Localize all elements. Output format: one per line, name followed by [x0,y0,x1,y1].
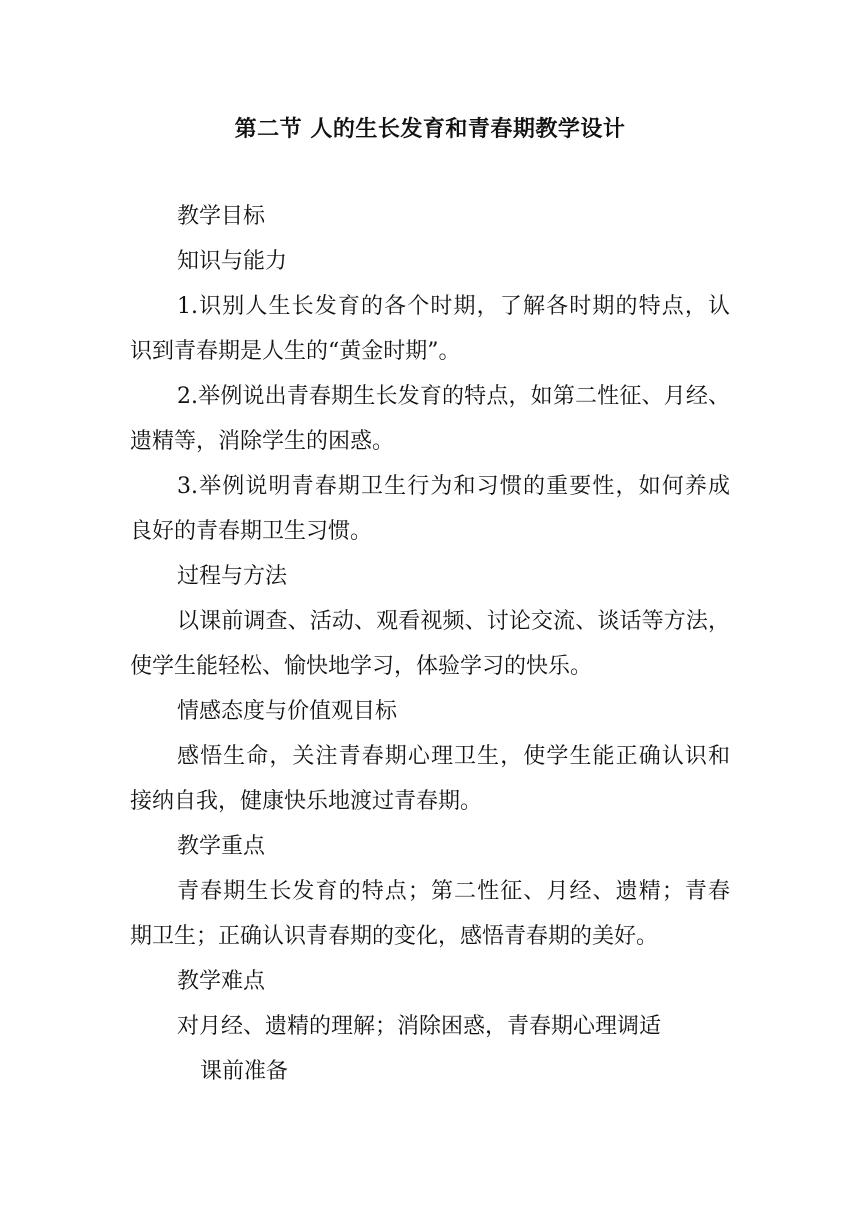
paragraph-line: 对月经、遗精的理解；消除困惑，青春期心理调适 [177,1014,662,1039]
paragraph-line: 1.识别人生长发育的各个时期，了解各时期的特点，认 [177,294,730,319]
paragraph-line: 2.举例说出青春期生长发育的特点，如第二性征、月经、 [177,384,730,409]
paragraph-line: 以课前调查、活动、观看视频、讨论交流、谈话等方法， [177,609,730,634]
document-title: 第二节 人的生长发育和青春期教学设计 [234,116,626,142]
paragraph-line: 识到青春期是人生的“黄金时期”。 [130,339,461,364]
heading-process-method: 过程与方法 [177,564,288,589]
paragraph-line: 期卫生；正确认识青春期的变化，感悟青春期的美好。 [130,924,659,949]
heading-knowledge-ability: 知识与能力 [177,249,288,274]
paragraph-line: 接纳自我，健康快乐地渡过青春期。 [130,789,483,814]
heading-difficulties: 教学难点 [177,969,266,994]
paragraph-line: 青春期生长发育的特点；第二性征、月经、遗精；青春 [177,879,730,904]
heading-preparation: 课前准备 [200,1059,289,1084]
paragraph-line: 使学生能轻松、愉快地学习，体验学习的快乐。 [130,654,593,679]
heading-emotion-values: 情感态度与价值观目标 [177,699,398,724]
heading-teaching-objectives: 教学目标 [177,204,266,229]
paragraph-line: 遗精等，消除学生的困惑。 [130,429,395,454]
paragraph-line: 良好的青春期卫生习惯。 [130,519,373,544]
heading-key-points: 教学重点 [177,834,266,859]
paragraph-line: 3.举例说明青春期卫生行为和习惯的重要性，如何养成 [177,474,730,499]
paragraph-line: 感悟生命，关注青春期心理卫生，使学生能正确认识和 [177,744,730,769]
